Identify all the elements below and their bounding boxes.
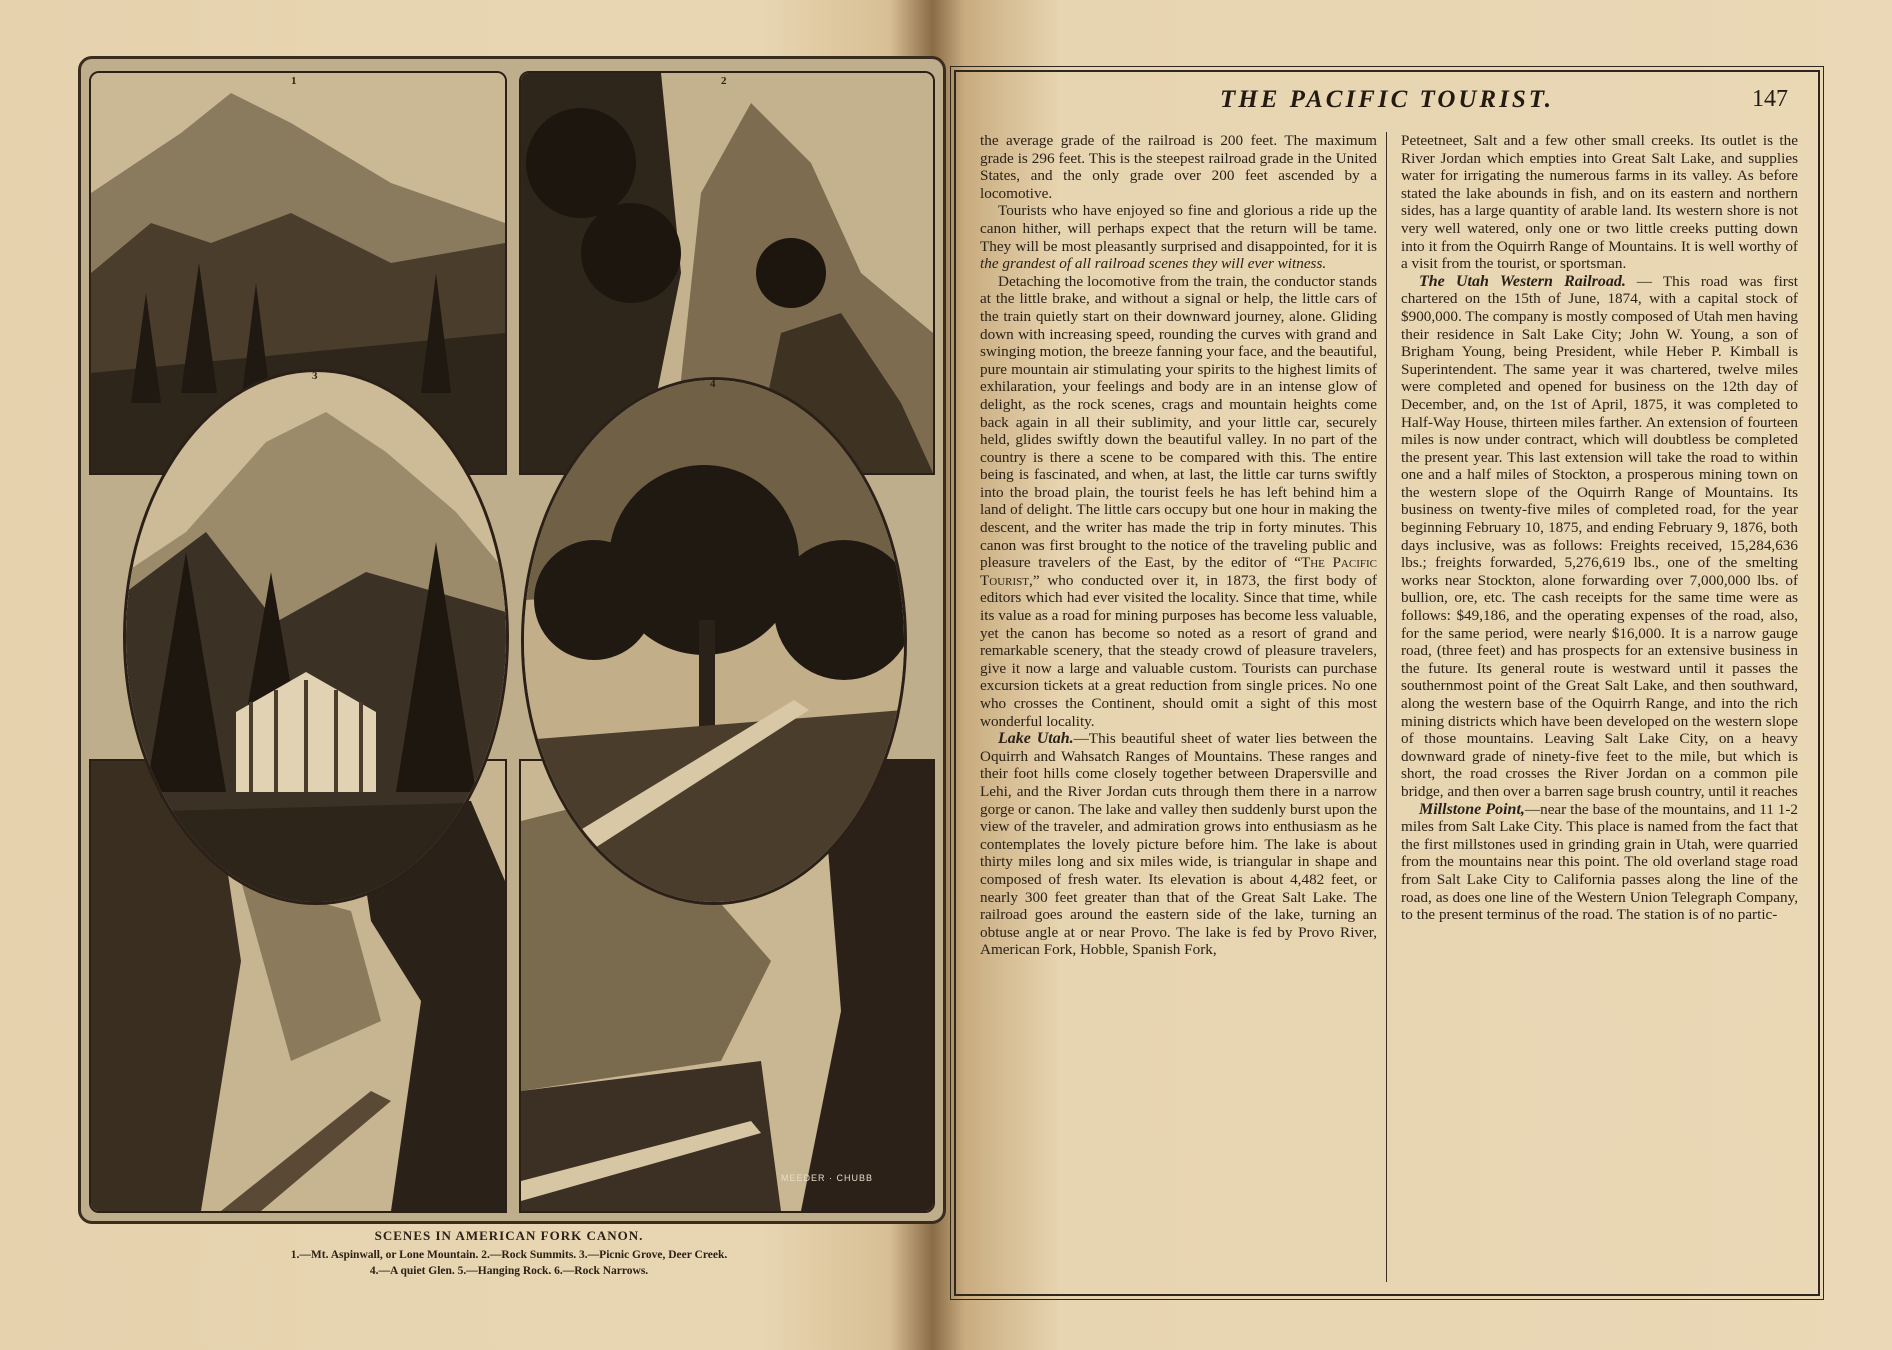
paragraph xyxy=(1401,801,1798,924)
left-page xyxy=(30,20,910,1330)
paragraph-text: ,” who conducted over it, in 1873, the first body of editors which had ever visited the locality. Since that time, while its value as a road for mining purposes has become less valuable, yet the canon has become so noted as a resort of grand and remarkable scenery, that the steady crowd of pleasure travelers, give it now a large and valuable custom. Tourists can purchase excursion tickets at a great reduction from single prices. No one who crosses the Continent, should omit a sight of this most wonderful locality. xyxy=(980,571,1377,730)
paragraph-text: —This beautiful sheet of water lies between the Oquirrh and Wahsatch Ranges of Mountains. These ranges and their foot hills come closely together between Drapersville and Lehi, and the River Jordan cuts through them there in a narrow gorge or canon. The lake and valley then suddenly burst upon the view of the traveler, and admiration grows into enthusiasm as he contemplates the lovely picture before him. The lake is about thirty miles long and six miles wide, is triangular in shape and composed of fresh water. Its elevation is about 4,482 feet, or nearly 300 feet greater than that of the Great Salt Lake. The railroad goes around the eastern side of the lake, turning an obtuse angle at or near Provo. The lake is fed by Provo River, American Fork, Hobble, Spanish Fork, xyxy=(980,730,1377,959)
section-heading: The Utah Western Railroad. xyxy=(1419,272,1626,290)
paragraph-text: Tourists who have enjoyed so fine and glorious a ride up the canon hither, will perhaps expect that the return will be tame. They will be most pleasantly surprised and disappointed, for it is xyxy=(980,202,1377,255)
scene-picnic-grove xyxy=(123,369,509,905)
caption-title: SCENES IN AMERICAN FORK CANON. xyxy=(374,1228,644,1243)
paragraph xyxy=(1401,273,1798,801)
paragraph xyxy=(980,730,1377,959)
paragraph: Peteetneet, Salt and a few other small creeks. Its outlet is the River Jordan which empties into Great Salt Lake, and supplies water for irrigating the numerous farms in its valley. As before stated the lake abounds in fish, and on its eastern and northern sides, has a large quantity of arable land. Its western shore is not very well watered, only one or two little creeks putting down into it from the Oquirrh Range of Mountains. It is well worthy of a visit from the tourist, or sportsman. xyxy=(1401,132,1798,273)
page-number: 147 xyxy=(1752,86,1788,112)
page-header xyxy=(956,84,1818,124)
caption-line: 4.—A quiet Glen. 5.—Hanging Rock. 6.—Rock Narrows. xyxy=(369,1265,649,1277)
running-title: THE PACIFIC TOURIST. xyxy=(1220,86,1554,113)
engraving-plate xyxy=(78,56,946,1224)
scene-number: 2 xyxy=(721,75,727,87)
section-heading: Lake Utah. xyxy=(998,730,1074,748)
scene-number: 4 xyxy=(710,378,716,390)
book-title-smallcaps: The Pacific Tourist xyxy=(980,554,1377,589)
emphasis-text: the grandest of all railroad scenes they will ever witness. xyxy=(980,255,1327,273)
section-heading: Millstone Point, xyxy=(1419,800,1525,818)
text-column-right xyxy=(1401,132,1798,1282)
text-column-left xyxy=(980,132,1377,1282)
scene-quiet-glen xyxy=(521,377,907,905)
page-frame xyxy=(954,70,1820,1296)
plate-caption xyxy=(78,1228,940,1279)
paragraph: the average grade of the railroad is 200 feet. The maximum grade is 296 feet. This is the steepest railroad grade in the United States, and the only grade over 200 feet ascended by a locomotive. xyxy=(980,132,1377,202)
engraver-signature: MEEDER · CHUBB xyxy=(780,1173,873,1183)
column-divider xyxy=(1386,132,1387,1282)
scene-number: 1 xyxy=(291,75,297,87)
caption-line: 1.—Mt. Aspinwall, or Lone Mountain. 2.—Rock Summits. 3.—Picnic Grove, Deer Creek. xyxy=(290,1249,728,1261)
paragraph-text: Detaching the locomotive from the train, the conductor stands at the little brake, and without a signal or help, the little cars of the train quietly start on their downward journey, alone. Gliding down with increasing speed, rounding the curves with grand and swinging motion, the breeze fanning your face, and the beautiful, pure mountain air stimulating your spirits to the highest limits of exhilaration, your feelings and body are in an intense glow of delight, as the rock scenes, crags and mountain heights come back again in all their sublimity, and your little car, securely held, glides swiftly down the beautiful valley. In no part of the country is there a scene to be compared with this. The entire being is fascinated, and when, at last, the little car turns swiftly into the broad plain, the tourist feels he has left behind him a land of delight. The little cars occupy but one hour in making the descent, and the writer has made the trip in forty minutes. This canon was first brought to the notice of the traveling public and pleasure travelers of the East, by the editor of “ xyxy=(980,272,1377,572)
scene-number: 3 xyxy=(312,370,318,382)
right-page xyxy=(940,20,1870,1330)
paragraph-text: — This road was first chartered on the 15th of June, 1874, with a capital stock of $900,000. The company is mostly composed of Utah men having their residence in Salt Lake City; John W. Young, a son of Brigham Young, being President, while Heber P. Kimball is Superintendent. The same year it was chartered, twelve miles were completed and opened for business on the 12th day of December, and, on the 1st of April, 1875, it was completed to Half-Way House, thirteen miles farther. An extension of fourteen miles is now under contract, which will doubtless be completed the present year. This last extension will take the road to within one and a half miles of Stockton, a prosperous mining town on the western slope of the Oquirrh Range of Mountains. Its business on twenty-five miles of completed road, for the year beginning February 10, 1875, and ending February 9, 1876, both days inclusive, was as follows: Freights received, 15,284,636 lbs.; freights forwarded, 5,276,619 lbs., one of the smelting works near Stockton, alone forwarding over 7,000,000 lbs. of bullion, ore, etc. The cash receipts for the same time were as follows: $49,186, and the operating expenses of the road, also, for the same period, were nearly $16,000. It is a narrow gauge road, (three feet) and has prospects for an extensive business in the future. Its general route is westward until it passes the southernmost point of the Great Salt Lake, and then southward, along the western base of the Oquirrh Range, and into the rich mining districts which have been developed on the western slope of those mountains. Leaving Salt Lake City, on a heavy downward grade of ninety-five feet to the mile, but which is short, the road crosses the River Jordan on a common pile bridge, and then over a barren sage brush country, until it reaches xyxy=(1401,272,1798,800)
paragraph-text: —near the base of the mountains, and 11 1-2 miles from Salt Lake City. This place is named from the fact that the first millstones used in grinding grain in Utah, were quarried from the mountains near this point. The old overland stage road from Salt Lake City to California passes along the line of the road, as does one line of the Western Union Telegraph Company, to the present terminus of the road. The station is of no partic- xyxy=(1401,800,1798,924)
paragraph xyxy=(980,202,1377,272)
paragraph xyxy=(980,273,1377,730)
